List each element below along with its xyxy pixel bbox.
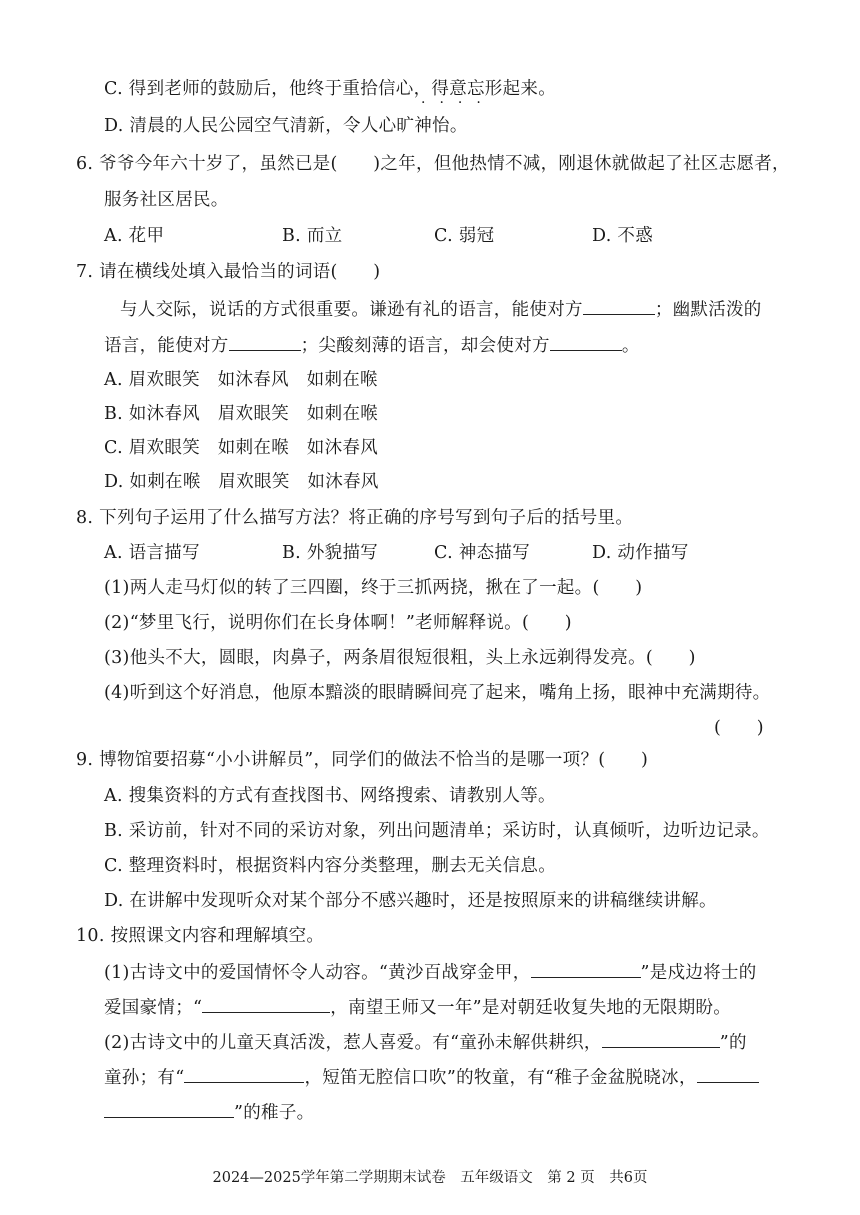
q7-passage-text: 与人交际，说话的方式很重要。谦逊有礼的语言，能使对方 xyxy=(120,300,583,320)
q8-item-4: (4)听到这个好消息，他原本黯淡的眼睛瞬间亮了起来，嘴角上扬，眼神中充满期待。 xyxy=(104,683,771,703)
answer-blank[interactable] xyxy=(583,296,655,315)
q9-stem: 9. 博物馆要招募“小小讲解员”，同学们的做法不恰当的是哪一项？( ) xyxy=(76,750,649,770)
q9-option-d: D. 在讲解中发现听众对某个部分不感兴趣时，还是按照原来的讲稿继续讲解。 xyxy=(104,891,717,911)
q8-option-a: A. 语言描写 xyxy=(104,543,200,563)
q7-stem: 7. 请在横线处填入最恰当的词语( ) xyxy=(76,262,381,282)
q9-option-a: A. 搜集资料的方式有查找图书、网络搜索、请教别人等。 xyxy=(104,786,556,806)
q8-option-b: B. 外貌描写 xyxy=(282,543,379,563)
q7-option-d: D. 如刺在喉 眉欢眼笑 如沐春风 xyxy=(104,472,379,492)
answer-blank[interactable] xyxy=(697,1064,759,1083)
answer-blank[interactable] xyxy=(602,1029,720,1048)
q7-passage-text: ；幽默活泼的 xyxy=(654,300,762,320)
q6-stem-line2: 服务社区居民。 xyxy=(104,190,229,210)
emphasis-dots: ···· xyxy=(421,95,495,111)
q10-part2-line1 xyxy=(104,1029,747,1055)
q7-option-b: B. 如沐春风 眉欢眼笑 如刺在喉 xyxy=(104,404,379,424)
answer-blank[interactable] xyxy=(550,332,622,351)
q8-item-2: (2)“梦里飞行，说明你们在长身体啊！”老师解释说。( ) xyxy=(104,613,572,633)
q10-text: 爱国豪情；“ xyxy=(104,998,203,1018)
q7-option-c: C. 眉欢眼笑 如刺在喉 如沐春风 xyxy=(104,438,378,458)
q8-option-c: C. 神态描写 xyxy=(434,543,530,563)
q10-text: (2)古诗文中的儿童天真活泼，惹人喜爱。有“童孙未解供耕织， xyxy=(104,1033,602,1053)
q7-passage-line1 xyxy=(120,296,762,322)
answer-blank[interactable] xyxy=(531,959,641,978)
answer-blank[interactable] xyxy=(202,994,330,1013)
q8-item-4-answer-bracket[interactable]: ( ) xyxy=(714,718,764,738)
q10-text: (1)古诗文中的爱国情怀令人动容。“黄沙百战穿金甲， xyxy=(104,963,531,983)
q7-passage-line2 xyxy=(104,332,640,358)
q5-option-d: D. 清晨的人民公园空气清新，令人心旷神怡。 xyxy=(104,116,468,136)
q7-option-a: A. 眉欢眼笑 如沐春风 如刺在喉 xyxy=(104,370,378,390)
q10-text: ，短笛无腔信口吹”的牧童，有“稚子金盆脱晓冰， xyxy=(304,1068,697,1088)
q9-option-b: B. 采访前，针对不同的采访对象，列出问题清单；采访时，认真倾听，边听边记录。 xyxy=(104,821,770,841)
answer-blank[interactable] xyxy=(229,332,301,351)
q10-text: ”的稚子。 xyxy=(234,1103,315,1123)
q10-part2-line3 xyxy=(104,1099,314,1125)
answer-blank[interactable] xyxy=(184,1064,304,1083)
q6-option-d: D. 不惑 xyxy=(592,226,654,246)
q10-text: ，南望王师又一年”是对朝廷收复失地的无限期盼。 xyxy=(330,998,732,1018)
q10-text: ”是戍边将士的 xyxy=(640,963,757,983)
q10-text: ”的 xyxy=(719,1033,747,1053)
q6-option-b: B. 而立 xyxy=(282,226,343,246)
q8-item-1: (1)两人走马灯似的转了三四圈，终于三抓两挠，揪在了一起。( ) xyxy=(104,578,643,598)
q10-stem: 10. 按照课文内容和理解填空。 xyxy=(76,926,325,946)
q7-passage-text: 语言，能使对方 xyxy=(104,336,229,356)
q10-part2-line2 xyxy=(104,1064,759,1090)
answer-blank[interactable] xyxy=(104,1099,234,1118)
q6-option-a: A. 花甲 xyxy=(104,226,165,246)
q6-stem-line1: 6. 爷爷今年六十岁了，虽然已是( )之年，但他热情不减，刚退休就做起了社区志愿者， xyxy=(76,154,790,174)
q10-text: 童孙；有“ xyxy=(104,1068,185,1088)
q8-stem: 8. 下列句子运用了什么描写方法？将正确的序号写到句子后的括号里。 xyxy=(76,508,634,528)
q8-item-3: (3)他头不大，圆眼，肉鼻子，两条眉很短很粗，头上永远剃得发亮。( ) xyxy=(104,648,696,668)
q9-option-c: C. 整理资料时，根据资料内容分类整理，删去无关信息。 xyxy=(104,856,556,876)
q6-option-c: C. 弱冠 xyxy=(434,226,495,246)
page-footer: 2024—2025学年第二学期期末试卷 五年级语文 第 2 页 共6页 xyxy=(212,1170,648,1186)
q7-passage-text: ；尖酸刻薄的语言，却会使对方 xyxy=(300,336,550,356)
q8-option-d: D. 动作描写 xyxy=(592,543,689,563)
q10-part1-line1 xyxy=(104,959,757,985)
q7-passage-text: 。 xyxy=(621,336,640,356)
q10-part1-line2 xyxy=(104,994,731,1020)
q5-option-c: C. 得到老师的鼓励后，他终于重拾信心，得意忘形起来。 xyxy=(104,79,556,99)
